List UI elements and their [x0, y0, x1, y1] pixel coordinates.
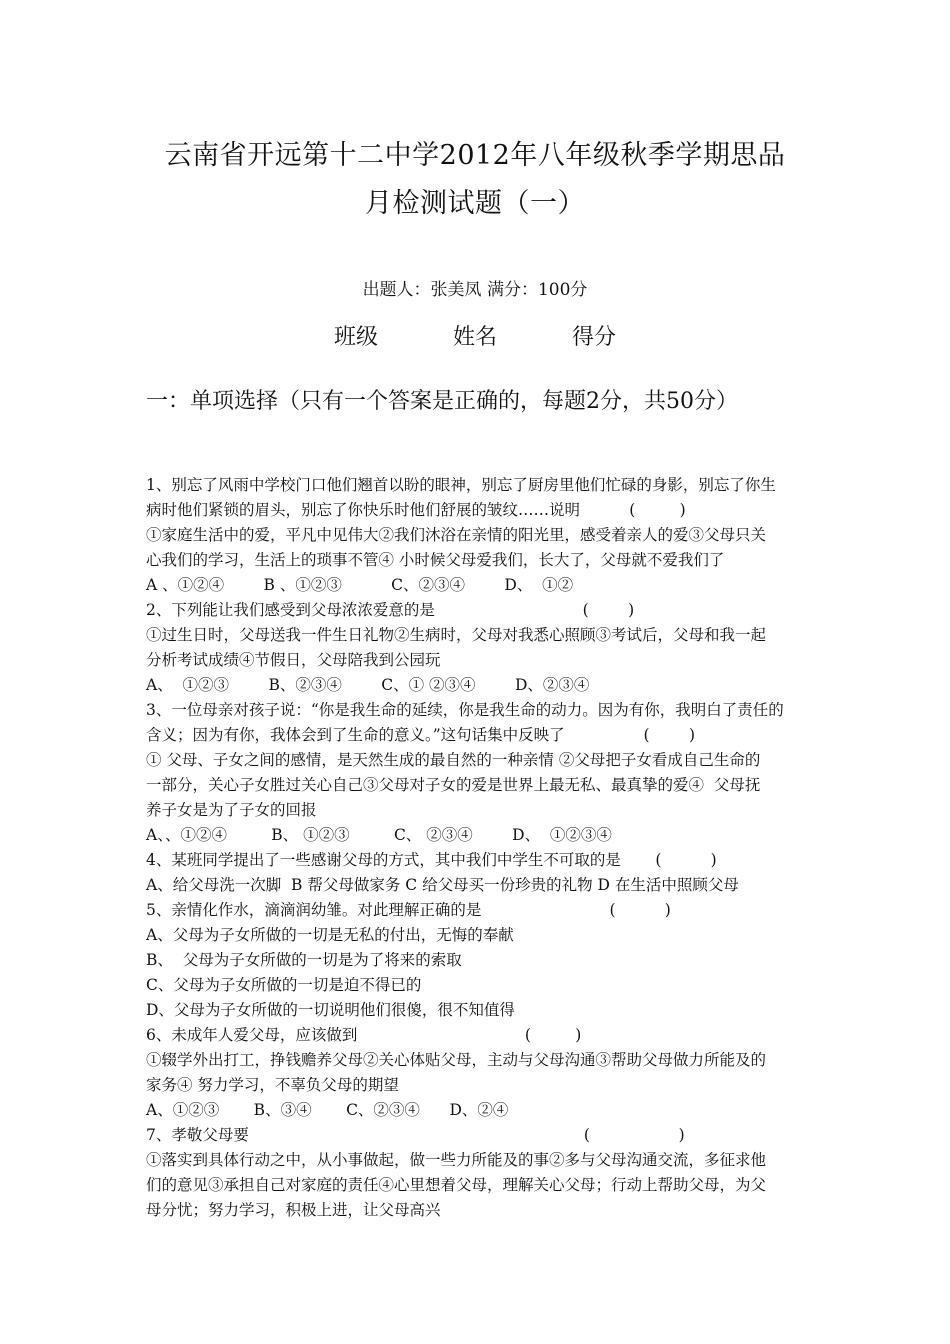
text-line: ①辍学外出打工，挣钱赡养父母②关心体贴父母，主动与父母沟通③帮助父母做力所能及的	[146, 1051, 767, 1069]
answer-options: A、、①②④ B、 ①②③ C、 ②③④ D、 ①②③④	[146, 826, 612, 844]
text-line: ①过生日时，父母送我一件生日礼物②生病时，父母对我悉心照顾③考试后，父母和我一起	[146, 626, 767, 644]
text-line: 6、未成年人爱父母，应该做到 ( )	[146, 1026, 582, 1044]
text-line: 一部分，关心子女胜过关心自己③父母对子女的爱是世界上最无私、最真挚的爱④ 父母抚	[146, 776, 761, 794]
text-line: 病时他们紧锁的眉头，别忘了你快乐时他们舒展的皱纹……说明 ( )	[146, 501, 686, 519]
text-line: 们的意见③承担自己对家庭的责任④心里想着父母，理解关心父母；行动上帮助父母，为父	[146, 1176, 767, 1194]
text-line: 母分忧；努力学习，积极上进，让父母高兴	[146, 1201, 441, 1219]
author-and-total-score: 出题人：张美凤 满分：100分	[362, 280, 588, 300]
text-line: ①落实到具体行动之中，从小事做起，做一些力所能及的事②多与父母沟通交流，多征求他	[146, 1151, 767, 1169]
text-line: 5、亲情化作水，滴滴润幼雏。对此理解正确的是 ( )	[146, 901, 671, 919]
student-info-fields	[0, 320, 950, 351]
text-line: ①家庭生活中的爱，平凡中见伟大②我们沐浴在亲情的阳光里，感受着亲人的爱③父母只关	[146, 526, 767, 544]
text-line: 分析考试成绩④节假日，父母陪我到公园玩	[146, 651, 441, 669]
section-title: 一：单项选择（只有一个答案是正确的，每题2分，共50分）	[146, 389, 738, 414]
text-line: ① 父母、子女之间的感情，是天然生成的最自然的一种亲情 ②父母把子女看成自己生命的	[146, 751, 761, 769]
name-label: 姓名	[452, 325, 497, 350]
answer-option: A、父母为子女所做的一切是无私的付出，无悔的奉献	[146, 926, 514, 944]
text-line: 心我们的学习，生活上的琐事不管④ 小时候父母爱我们，长大了，父母就不爱我们了	[146, 551, 725, 569]
text-line: 含义；因为有你，我体会到了生命的意义。”这句话集中反映了 ( )	[146, 726, 696, 744]
text-line: 3、一位母亲对孩子说：“你是我生命的延续，你是我生命的动力。因为有你，我明白了责任的	[146, 701, 784, 719]
exam-title-line-1: 云南省开远第十二中学2012年八年级秋季学期思品	[164, 140, 786, 171]
text-line: 家务④ 努力学习，不辜负父母的期望	[146, 1076, 399, 1094]
class-label: 班级	[333, 325, 378, 350]
answer-option: D、父母为子女所做的一切说明他们很傻，很不知值得	[146, 1001, 515, 1019]
exam-title-line-2: 月检测试题（一）	[365, 188, 585, 219]
text-line: 2、下列能让我们感受到父母浓浓爱意的是 ( )	[146, 601, 635, 619]
answer-options: A 、①②④ B 、①②③ C、②③④ D、 ①②	[146, 576, 574, 594]
answer-option: B、 父母为子女所做的一切是为了将来的索取	[146, 951, 462, 969]
score-label: 得分	[572, 325, 617, 350]
text-line: 养子女是为了子女的回报	[146, 801, 317, 819]
answer-option: C、父母为子女所做的一切是迫不得已的	[146, 976, 422, 994]
text-line: 7、孝敬父母要 ( )	[146, 1126, 685, 1144]
answer-options: A、①②③ B、③④ C、②③④ D、②④	[146, 1101, 509, 1119]
answer-options: A、给父母洗一次脚 B 帮父母做家务 C 给父母买一份珍贵的礼物 D 在生活中照顾父母	[146, 876, 739, 894]
text-line: 4、某班同学提出了一些感谢父母的方式，其中我们中学生不可取的是 ( )	[146, 851, 717, 869]
answer-options: A、 ①②③ B、②③④ C、① ②③④ D、②③④	[146, 676, 590, 694]
question-list	[146, 473, 811, 1223]
text-line: 1、别忘了风雨中学校门口他们翘首以盼的眼神，别忘了厨房里他们忙碌的身影，别忘了你生	[146, 476, 776, 494]
